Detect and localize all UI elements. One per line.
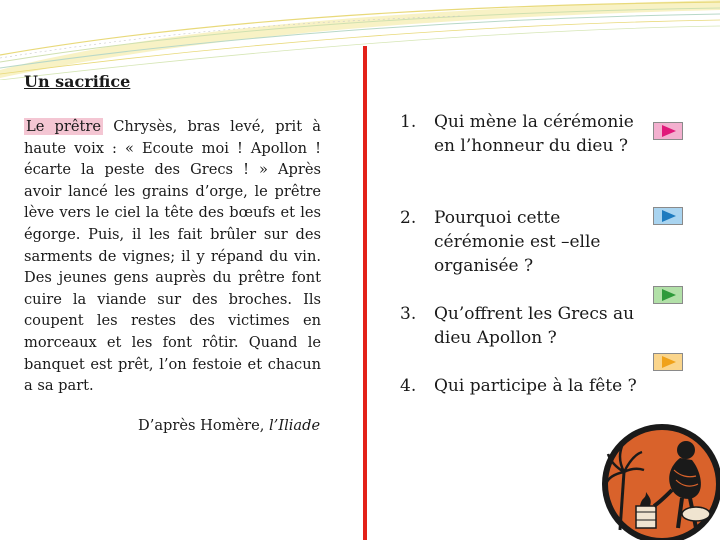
play-arrow-icon <box>654 287 682 303</box>
vertical-divider <box>363 46 367 540</box>
question-number: 2. <box>400 208 417 228</box>
question-item <box>400 374 650 398</box>
question-item <box>400 206 650 278</box>
play-button-1[interactable] <box>653 122 683 140</box>
question-item <box>400 110 650 158</box>
source-work: l’Iliade <box>269 417 321 434</box>
play-arrow-icon <box>654 208 682 224</box>
play-button-3[interactable] <box>653 286 683 304</box>
passage-body: Chrysès, bras levé, prit à haute voix : « Ecoute moi ! Apollon ! écarte la peste des Grecs ! » Après avoir lancé les grains d’orge, le prêtre lève vers le ciel la tête des bœufs et les égorge. Puis, il les fait brûler sur des sarments de vignes; il y répand du vin. Des jeunes gens auprès du prêtre font cuire la viande sur des broches. Ils coupent les restes des victimes en morceaux et les font rôtir. Quand le banquet est prêt, l’on festoie et chacun a sa part. <box>24 118 321 395</box>
play-arrow-icon <box>654 354 682 370</box>
question-number: 4. <box>400 376 417 396</box>
question-number: 3. <box>400 304 417 324</box>
play-button-2[interactable] <box>653 207 683 225</box>
question-item <box>400 302 650 350</box>
question-text: Qui participe à la fête ? <box>434 376 637 396</box>
source-prefix: D’après Homère, <box>138 417 270 434</box>
question-number: 1. <box>400 112 417 132</box>
greek-vase-image <box>600 420 720 540</box>
play-button-4[interactable] <box>653 353 683 371</box>
question-text: Qui mène la cérémonie en l’honneur du dieu ? <box>434 112 634 156</box>
play-arrow-icon <box>654 123 682 139</box>
page-title: Un sacrifice <box>24 72 131 91</box>
source-citation <box>138 417 320 434</box>
passage-text <box>24 116 321 397</box>
highlighted-word: Le prêtre <box>26 118 101 135</box>
question-text: Qu’offrent les Grecs au dieu Apollon ? <box>434 304 635 348</box>
question-text: Pourquoi cette cérémonie est –elle organisée ? <box>434 208 601 276</box>
top-decoration <box>0 0 720 80</box>
